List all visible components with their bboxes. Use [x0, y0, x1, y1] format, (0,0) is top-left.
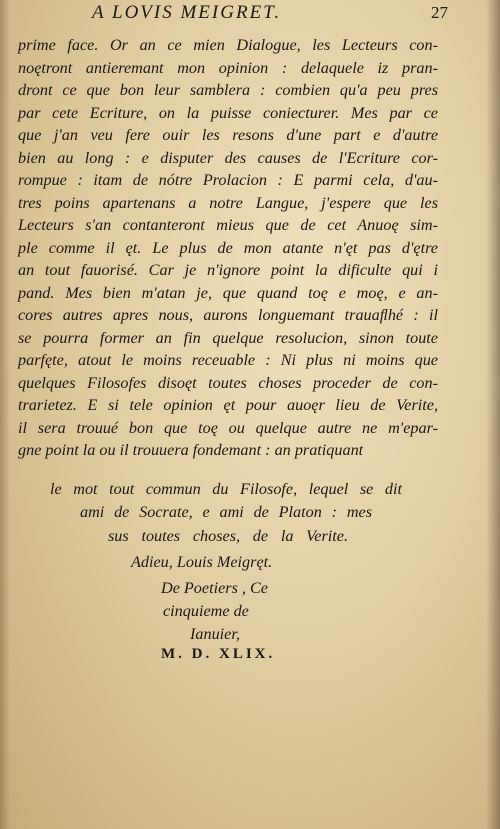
text-line: rompue : itam de nótre Prolacion : E parmi cela, d'au- — [18, 171, 438, 189]
text-line: pand. Mes bien m'atan je, que quand toę e moę, e an- — [18, 283, 438, 302]
text-line: prime face. Or an ce mien Dialogue, les Lecteurs con- — [18, 36, 438, 54]
text-line: dront ce que bon leur samblera : combien qu'a peu pres — [18, 81, 438, 99]
text-line: ple comme il ęt. Le plus de mon atante n'ęt pas d'ętre — [18, 238, 438, 257]
text-line: parfęte, atout le moins receuable : Ni plus ni moins que — [18, 351, 438, 369]
text-line: bien au long : e disputer des causes de l'Ecriture cor- — [18, 148, 438, 167]
tail-line: sus toutes choses, de la Verite. — [108, 527, 348, 545]
page-number: 27 — [431, 3, 448, 22]
text-line: quelques Filosofes disoęt toutes choses proceder de con- — [18, 373, 438, 392]
tail-line: ami de Socrate, e ami de Platon : mes — [80, 503, 372, 521]
body-paragraph — [18, 34, 438, 462]
text-line: noętront antieremant mon opinion : delaquele iz pran- — [18, 58, 438, 77]
dateline-year: M. D. XLIX. — [161, 646, 276, 662]
dateline-month: Ianuier, — [190, 625, 240, 643]
text-line: il sera trouué bon que toę ou quelque autre ne m'epar- — [18, 418, 438, 437]
text-line: an tout fauorisé. Car je n'ignore point la dificulte qui i — [18, 261, 438, 279]
tail-line: le mot tout commun du Filosofe, lequel se dit — [50, 480, 402, 498]
text-line: cores autres apres nous, aurons longuemant trauaﬂhé : il — [18, 306, 438, 324]
text-line: trarietez. E si tele opinion ęt pour auoęr lieu de Verite, — [18, 396, 438, 414]
dateline-place: De Poetiers , Ce — [161, 579, 268, 597]
running-head: A LOVIS MEIGRET. — [92, 2, 282, 23]
text-line: que j'an veu fere ouir les resons d'une part e d'autre — [18, 126, 438, 144]
text-line: gne point la ou il trouuera fondemant : an pratiquant — [18, 441, 364, 459]
text-line: par cete Ecriture, on la puisse coniecturer. Mes par ce — [18, 103, 438, 122]
dateline-day: cinquieme de — [163, 602, 249, 620]
closing-salutation: Adieu, Louis Meigręt. — [131, 553, 273, 571]
page-header — [0, 2, 500, 24]
text-line: tres poins apartenans a notre Langue, j'espere que les — [18, 193, 438, 212]
text-line: Lecteurs s'an contanteront mieus que de cet Anuoę sim- — [18, 216, 438, 234]
text-line: se pourra former an fin quelque resolucion, sinon toute — [18, 328, 438, 347]
